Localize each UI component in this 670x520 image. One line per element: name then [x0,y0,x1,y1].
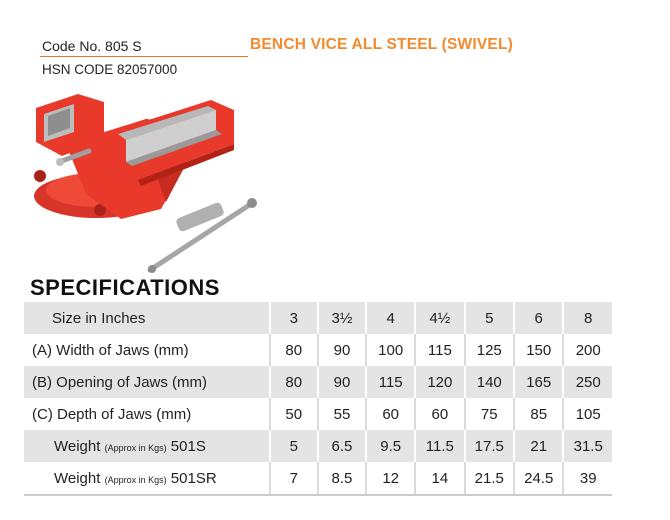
model-code: 501SR [170,469,217,487]
row-label: Size in Inches [24,302,270,334]
table-cell: 115 [366,366,415,398]
header-rule [40,56,248,57]
table-cell: 4½ [415,302,464,334]
table-cell: 14 [415,462,464,495]
table-cell: 200 [563,334,612,366]
table-cell: 24.5 [514,462,563,495]
model-code: 501S [170,437,206,455]
table-cell: 11.5 [415,430,464,462]
row-label [24,462,270,495]
table-row [24,462,612,495]
weight-label: Weight [54,469,101,487]
table-cell: 8.5 [318,462,366,495]
table-row [24,398,612,430]
table-cell: 90 [318,366,366,398]
table-cell: 5 [465,302,514,334]
table-cell: 6 [514,302,563,334]
table-cell: 3½ [318,302,366,334]
table-cell: 9.5 [366,430,415,462]
table-cell: 120 [415,366,464,398]
row-label: (C) Depth of Jaws (mm) [24,398,270,430]
table-cell: 50 [270,398,318,430]
table-cell: 21.5 [465,462,514,495]
table-cell: 3 [270,302,318,334]
table-cell: 90 [318,334,366,366]
table-cell: 150 [514,334,563,366]
specifications-heading: SPECIFICATIONS [30,275,220,300]
table-cell: 60 [415,398,464,430]
table-cell: 80 [270,334,318,366]
product-title: BENCH VICE ALL STEEL (SWIVEL) [250,36,514,53]
row-label: (B) Opening of Jaws (mm) [24,366,270,398]
table-cell: 31.5 [563,430,612,462]
weight-unit-note: (Approx in Kgs) [104,442,167,453]
table-cell: 250 [563,366,612,398]
table-cell: 105 [563,398,612,430]
table-cell: 17.5 [465,430,514,462]
table-cell: 6.5 [318,430,366,462]
row-label: (A) Width of Jaws (mm) [24,334,270,366]
table-cell: 39 [563,462,612,495]
bolt-hole-left [34,170,46,182]
table-row [24,430,612,462]
table-cell: 100 [366,334,415,366]
table-cell: 60 [366,398,415,430]
table-cell: 165 [514,366,563,398]
table-cell: 85 [514,398,563,430]
table-cell: 75 [465,398,514,430]
table-cell: 125 [465,334,514,366]
table-cell: 8 [563,302,612,334]
table-row [24,334,612,366]
row-label [24,430,270,462]
specifications-table [24,302,612,496]
table-row [24,302,612,334]
weight-label: Weight [54,437,101,455]
hsn-code: HSN CODE 82057000 [42,62,178,77]
table-cell: 21 [514,430,563,462]
table-cell: 55 [318,398,366,430]
bench-vice-image [26,84,266,274]
table-cell: 7 [270,462,318,495]
table-cell: 80 [270,366,318,398]
table-cell: 140 [465,366,514,398]
table-cell: 12 [366,462,415,495]
table-cell: 115 [415,334,464,366]
table-row [24,366,612,398]
table-cell: 5 [270,430,318,462]
table-cell: 4 [366,302,415,334]
code-number: Code No. 805 S [42,38,142,54]
weight-unit-note: (Approx in Kgs) [104,474,167,485]
